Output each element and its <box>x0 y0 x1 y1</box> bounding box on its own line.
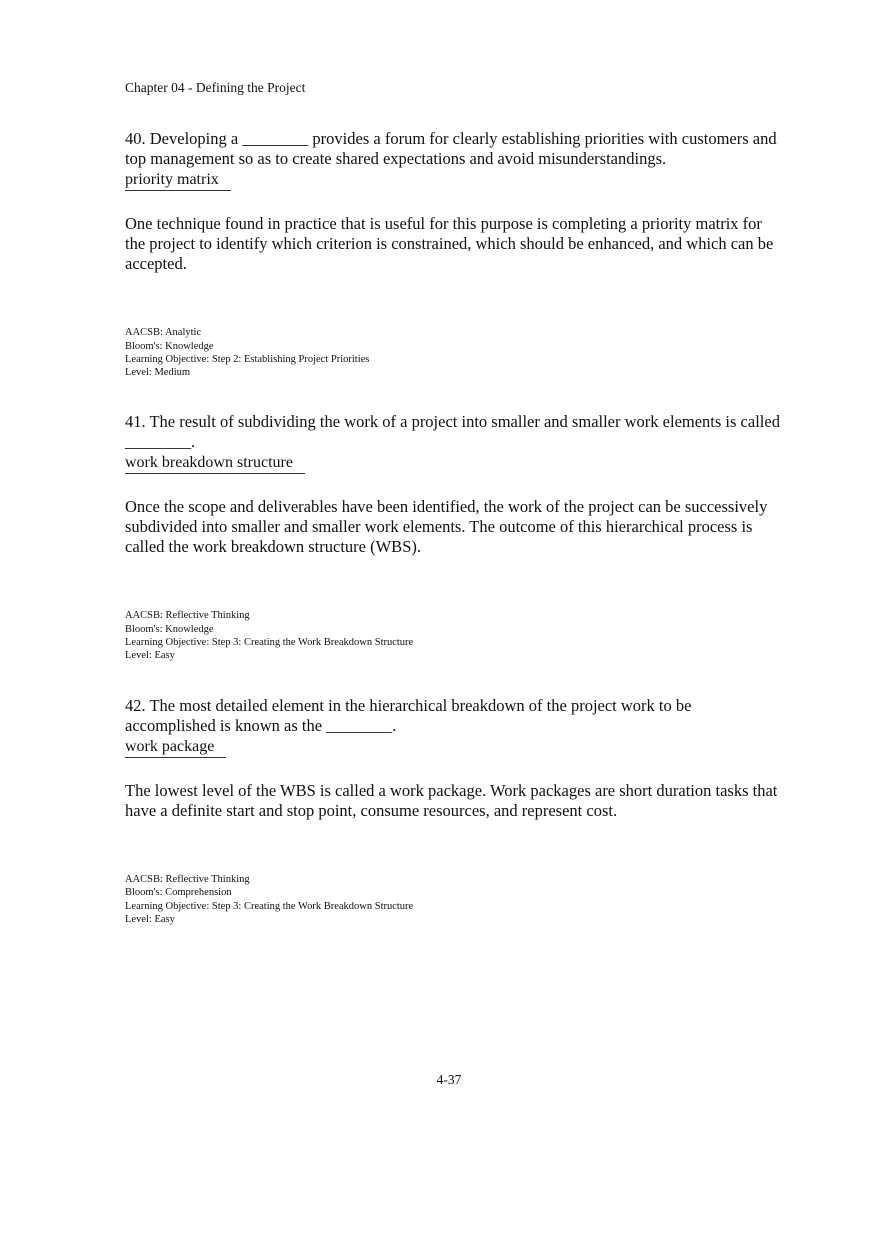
question-stem: 42. The most detailed element in the hierarchical breakdown of the project work to be accomplished is known as the ________. <box>125 696 692 736</box>
answer-text: priority matrix <box>125 170 231 191</box>
level-tag: Level: Easy <box>125 913 175 925</box>
question-stem: 41. The result of subdividing the work of a project into smaller and smaller work elements is called ________. <box>125 412 780 452</box>
blooms-tag: Bloom's: Knowledge <box>125 340 214 352</box>
question-stem: 40. Developing a ________ provides a forum for clearly establishing priorities with customers and top management so as to create shared expectations and avoid misunderstandings. <box>125 129 777 169</box>
answer-explanation: Once the scope and deliverables have been identified, the work of the project can be successively subdivided into smaller and smaller work elements. The outcome of this hierarchical process is called the work breakdown structure (WBS). <box>125 496 768 557</box>
aacsb-tag: AACSB: Reflective Thinking <box>125 874 250 886</box>
chapter-header: Chapter 04 - Defining the Project <box>125 80 306 95</box>
answer-row <box>125 453 785 475</box>
learning-objective-tag: Learning Objective: Step 2: Establishing Project Priorities <box>125 353 370 365</box>
level-tag: Level: Easy <box>125 650 175 662</box>
question-block <box>125 412 785 662</box>
answer-row <box>125 170 785 192</box>
question-metadata <box>125 326 785 379</box>
question-block <box>125 129 785 379</box>
answer-row <box>125 737 785 759</box>
learning-objective-tag: Learning Objective: Step 3: Creating the Work Breakdown Structure <box>125 900 414 912</box>
page-number: 4-37 <box>436 1072 462 1087</box>
level-tag: Level: Medium <box>125 367 191 379</box>
answer-text: work breakdown structure <box>125 453 305 474</box>
blooms-tag: Bloom's: Knowledge <box>125 623 214 635</box>
answer-text: work package <box>125 737 226 758</box>
learning-objective-tag: Learning Objective: Step 3: Creating the Work Breakdown Structure <box>125 636 414 648</box>
blooms-tag: Bloom's: Comprehension <box>125 887 232 899</box>
question-block <box>125 696 785 926</box>
aacsb-tag: AACSB: Analytic <box>125 327 202 339</box>
answer-explanation: One technique found in practice that is useful for this purpose is completing a priority matrix for the project to identify which criterion is constrained, which should be enhanced, and which can be accepted. <box>125 213 774 274</box>
answer-explanation: The lowest level of the WBS is called a work package. Work packages are short duration tasks that have a definite start and stop point, consume resources, and represent cost. <box>125 780 778 820</box>
question-metadata <box>125 873 785 926</box>
question-metadata <box>125 609 785 662</box>
aacsb-tag: AACSB: Reflective Thinking <box>125 610 250 622</box>
